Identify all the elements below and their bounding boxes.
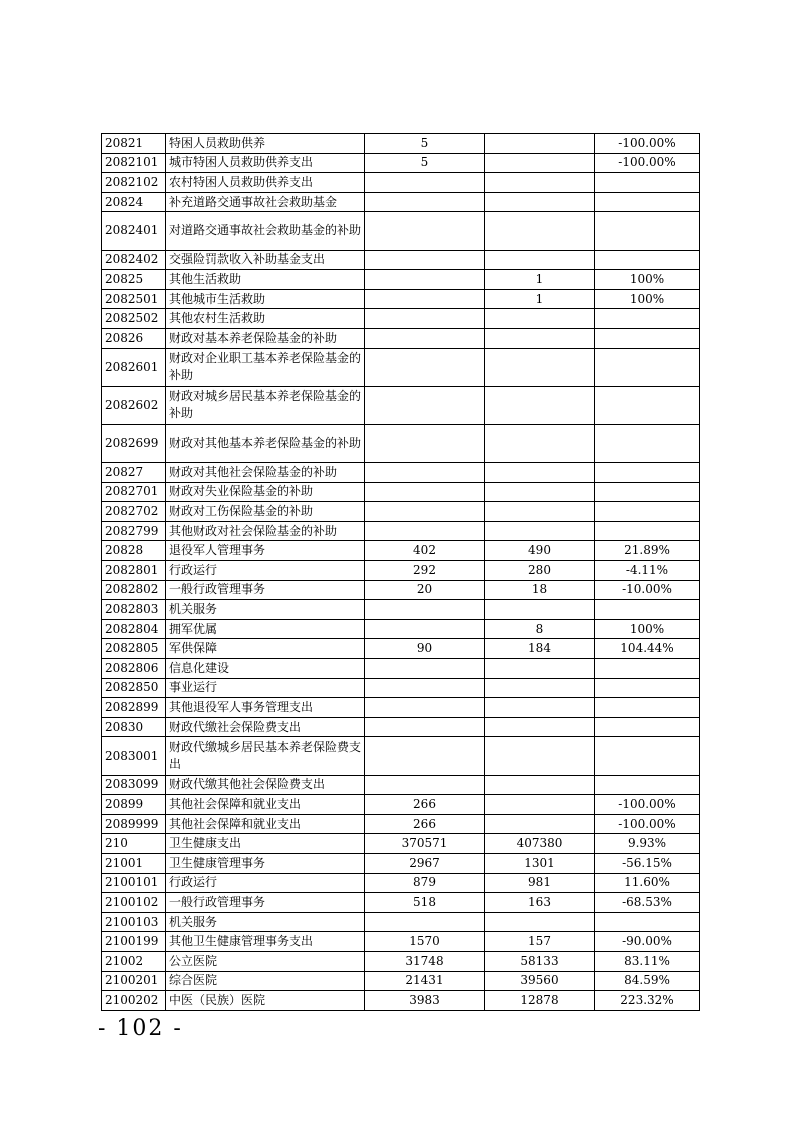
cell-value-1 (365, 192, 485, 212)
cell-name: 其他财政对社会保险基金的补助 (166, 521, 365, 541)
table-row (102, 521, 700, 541)
cell-value-2 (485, 250, 595, 270)
cell-name: 财政对城乡居民基本养老保险基金的补助 (166, 386, 365, 424)
cell-value-1: 5 (365, 134, 485, 154)
cell-change-rate (595, 348, 700, 386)
cell-change-rate (595, 309, 700, 329)
cell-value-2 (485, 521, 595, 541)
cell-name: 财政代缴城乡居民基本养老保险费支出 (166, 737, 365, 775)
cell-name: 财政对失业保险基金的补助 (166, 482, 365, 502)
cell-name: 卫生健康管理事务 (166, 853, 365, 873)
table-row (102, 482, 700, 502)
cell-change-rate (595, 250, 700, 270)
cell-code: 2082850 (102, 678, 166, 698)
cell-value-2: 163 (485, 893, 595, 913)
cell-name: 财政对其他社会保险基金的补助 (166, 463, 365, 483)
cell-code: 2082803 (102, 600, 166, 620)
cell-value-1: 1570 (365, 932, 485, 952)
cell-change-rate: 83.11% (595, 951, 700, 971)
cell-value-1: 292 (365, 561, 485, 581)
cell-change-rate (595, 600, 700, 620)
cell-code: 2100202 (102, 991, 166, 1011)
cell-name: 财政代缴社会保险费支出 (166, 717, 365, 737)
cell-value-1: 518 (365, 893, 485, 913)
cell-value-2 (485, 212, 595, 250)
cell-code: 2082501 (102, 289, 166, 309)
cell-value-2 (485, 795, 595, 815)
table-row (102, 212, 700, 250)
table-row (102, 173, 700, 193)
cell-name: 对道路交通事故社会救助基金的补助 (166, 212, 365, 250)
cell-value-1: 266 (365, 814, 485, 834)
table-row (102, 775, 700, 795)
cell-change-rate (595, 502, 700, 522)
cell-code: 2082804 (102, 619, 166, 639)
table-row (102, 639, 700, 659)
table-row (102, 814, 700, 834)
cell-value-1 (365, 250, 485, 270)
table-row (102, 270, 700, 290)
cell-change-rate (595, 386, 700, 424)
cell-change-rate (595, 424, 700, 462)
cell-code: 2082602 (102, 386, 166, 424)
cell-code: 21002 (102, 951, 166, 971)
cell-change-rate: -4.11% (595, 561, 700, 581)
cell-value-2: 184 (485, 639, 595, 659)
cell-name: 其他社会保障和就业支出 (166, 795, 365, 815)
cell-value-2 (485, 309, 595, 329)
cell-value-2: 1 (485, 289, 595, 309)
cell-value-2: 1 (485, 270, 595, 290)
cell-code: 20824 (102, 192, 166, 212)
cell-change-rate: 84.59% (595, 971, 700, 991)
cell-code: 2082402 (102, 250, 166, 270)
cell-name: 其他城市生活救助 (166, 289, 365, 309)
table-row (102, 134, 700, 154)
cell-value-1: 2967 (365, 853, 485, 873)
cell-name: 财政对其他基本养老保险基金的补助 (166, 424, 365, 462)
cell-value-2: 8 (485, 619, 595, 639)
cell-change-rate (595, 212, 700, 250)
cell-name: 其他卫生健康管理事务支出 (166, 932, 365, 952)
table-row (102, 932, 700, 952)
cell-value-1: 3983 (365, 991, 485, 1011)
table-row (102, 717, 700, 737)
cell-value-1 (365, 212, 485, 250)
table-body (102, 134, 700, 1011)
cell-code: 2082806 (102, 659, 166, 679)
cell-change-rate (595, 717, 700, 737)
cell-code: 2083099 (102, 775, 166, 795)
cell-code: 2082699 (102, 424, 166, 462)
table-row (102, 386, 700, 424)
table-row (102, 561, 700, 581)
cell-value-1 (365, 502, 485, 522)
cell-value-2: 1301 (485, 853, 595, 873)
page-number: - 102 - (98, 1016, 183, 1041)
cell-value-1 (365, 678, 485, 698)
cell-value-2 (485, 698, 595, 718)
cell-value-2: 58133 (485, 951, 595, 971)
cell-value-2 (485, 814, 595, 834)
table-row (102, 250, 700, 270)
cell-name: 公立医院 (166, 951, 365, 971)
cell-code: 2082701 (102, 482, 166, 502)
cell-change-rate: -100.00% (595, 795, 700, 815)
table-row (102, 853, 700, 873)
cell-value-2 (485, 386, 595, 424)
cell-name: 中医（民族）医院 (166, 991, 365, 1011)
cell-value-1: 5 (365, 153, 485, 173)
cell-code: 2082401 (102, 212, 166, 250)
cell-change-rate: 104.44% (595, 639, 700, 659)
cell-name: 信息化建设 (166, 659, 365, 679)
cell-code: 20827 (102, 463, 166, 483)
cell-code: 2100199 (102, 932, 166, 952)
cell-value-2: 490 (485, 541, 595, 561)
cell-change-rate: 9.93% (595, 834, 700, 854)
table-row (102, 971, 700, 991)
cell-code: 2082805 (102, 639, 166, 659)
cell-value-2 (485, 328, 595, 348)
table-row (102, 698, 700, 718)
table-row (102, 192, 700, 212)
cell-name: 行政运行 (166, 561, 365, 581)
cell-code: 20821 (102, 134, 166, 154)
cell-code: 21001 (102, 853, 166, 873)
cell-value-1 (365, 659, 485, 679)
cell-name: 农村特困人员救助供养支出 (166, 173, 365, 193)
cell-value-2 (485, 659, 595, 679)
cell-code: 2082802 (102, 580, 166, 600)
cell-change-rate (595, 521, 700, 541)
cell-name: 财政对基本养老保险基金的补助 (166, 328, 365, 348)
cell-name: 其他社会保障和就业支出 (166, 814, 365, 834)
cell-change-rate: -90.00% (595, 932, 700, 952)
cell-name: 机关服务 (166, 912, 365, 932)
cell-name: 其他退役军人事务管理支出 (166, 698, 365, 718)
cell-value-1: 266 (365, 795, 485, 815)
table-row (102, 541, 700, 561)
cell-value-2: 12878 (485, 991, 595, 1011)
cell-value-1 (365, 328, 485, 348)
cell-code: 2082502 (102, 309, 166, 329)
cell-value-1 (365, 289, 485, 309)
cell-value-2 (485, 912, 595, 932)
cell-change-rate (595, 463, 700, 483)
cell-code: 20826 (102, 328, 166, 348)
cell-value-1 (365, 424, 485, 462)
cell-change-rate (595, 659, 700, 679)
cell-name: 一般行政管理事务 (166, 893, 365, 913)
cell-code: 2082801 (102, 561, 166, 581)
cell-change-rate: 21.89% (595, 541, 700, 561)
cell-code: 2082702 (102, 502, 166, 522)
cell-code: 20899 (102, 795, 166, 815)
cell-value-1: 370571 (365, 834, 485, 854)
cell-change-rate (595, 328, 700, 348)
cell-code: 2082101 (102, 153, 166, 173)
table-row (102, 309, 700, 329)
cell-value-2 (485, 192, 595, 212)
cell-change-rate: -100.00% (595, 134, 700, 154)
cell-value-1 (365, 348, 485, 386)
cell-name: 财政代缴其他社会保险费支出 (166, 775, 365, 795)
table-row (102, 328, 700, 348)
cell-value-1: 20 (365, 580, 485, 600)
cell-name: 城市特困人员救助供养支出 (166, 153, 365, 173)
table-row (102, 463, 700, 483)
cell-value-2: 280 (485, 561, 595, 581)
cell-value-1 (365, 775, 485, 795)
cell-value-2 (485, 173, 595, 193)
cell-value-2 (485, 775, 595, 795)
cell-value-1 (365, 463, 485, 483)
cell-change-rate: -100.00% (595, 153, 700, 173)
budget-table (101, 133, 700, 1011)
cell-value-1 (365, 173, 485, 193)
table-row (102, 348, 700, 386)
cell-name: 其他生活救助 (166, 270, 365, 290)
cell-value-1 (365, 270, 485, 290)
table-row (102, 580, 700, 600)
cell-value-2 (485, 463, 595, 483)
cell-value-1: 90 (365, 639, 485, 659)
cell-name: 综合医院 (166, 971, 365, 991)
cell-change-rate: 100% (595, 270, 700, 290)
cell-code: 2100103 (102, 912, 166, 932)
table-row (102, 951, 700, 971)
cell-value-1 (365, 521, 485, 541)
cell-code: 2083001 (102, 737, 166, 775)
cell-code: 20828 (102, 541, 166, 561)
cell-value-1 (365, 717, 485, 737)
cell-change-rate (595, 737, 700, 775)
cell-name: 财政对工伤保险基金的补助 (166, 502, 365, 522)
cell-change-rate (595, 775, 700, 795)
cell-value-2 (485, 482, 595, 502)
table-row (102, 873, 700, 893)
cell-value-1 (365, 309, 485, 329)
cell-change-rate (595, 698, 700, 718)
cell-name: 交强险罚款收入补助基金支出 (166, 250, 365, 270)
cell-name: 一般行政管理事务 (166, 580, 365, 600)
cell-code: 2089999 (102, 814, 166, 834)
cell-value-2: 981 (485, 873, 595, 893)
cell-change-rate (595, 678, 700, 698)
table-row (102, 737, 700, 775)
cell-change-rate: -68.53% (595, 893, 700, 913)
cell-value-2 (485, 737, 595, 775)
cell-change-rate: -10.00% (595, 580, 700, 600)
cell-name: 军供保障 (166, 639, 365, 659)
cell-value-2 (485, 678, 595, 698)
cell-name: 退役军人管理事务 (166, 541, 365, 561)
cell-code: 2082799 (102, 521, 166, 541)
cell-code: 2082899 (102, 698, 166, 718)
table-row (102, 153, 700, 173)
table-row (102, 289, 700, 309)
cell-value-1 (365, 912, 485, 932)
cell-name: 特困人员救助供养 (166, 134, 365, 154)
cell-name: 其他农村生活救助 (166, 309, 365, 329)
cell-name: 卫生健康支出 (166, 834, 365, 854)
cell-name: 事业运行 (166, 678, 365, 698)
cell-value-1 (365, 698, 485, 718)
table-row (102, 502, 700, 522)
cell-value-1 (365, 619, 485, 639)
cell-value-2 (485, 424, 595, 462)
table-row (102, 619, 700, 639)
cell-value-1: 31748 (365, 951, 485, 971)
cell-value-1 (365, 386, 485, 424)
cell-value-2 (485, 348, 595, 386)
cell-change-rate: -100.00% (595, 814, 700, 834)
cell-change-rate (595, 482, 700, 502)
cell-change-rate: 100% (595, 619, 700, 639)
table-row (102, 659, 700, 679)
cell-name: 行政运行 (166, 873, 365, 893)
cell-value-2 (485, 600, 595, 620)
cell-value-2: 18 (485, 580, 595, 600)
cell-value-2: 407380 (485, 834, 595, 854)
cell-code: 2100102 (102, 893, 166, 913)
cell-change-rate: 223.32% (595, 991, 700, 1011)
cell-value-1 (365, 600, 485, 620)
cell-change-rate (595, 173, 700, 193)
cell-value-2 (485, 134, 595, 154)
cell-value-1: 879 (365, 873, 485, 893)
cell-value-2: 157 (485, 932, 595, 952)
table-row (102, 600, 700, 620)
table-row (102, 834, 700, 854)
table-row (102, 678, 700, 698)
cell-name: 财政对企业职工基本养老保险基金的补助 (166, 348, 365, 386)
cell-value-1 (365, 737, 485, 775)
cell-name: 拥军优属 (166, 619, 365, 639)
cell-code: 20830 (102, 717, 166, 737)
cell-code: 20825 (102, 270, 166, 290)
cell-value-1: 21431 (365, 971, 485, 991)
cell-name: 补充道路交通事故社会救助基金 (166, 192, 365, 212)
table-row (102, 795, 700, 815)
cell-code: 2082102 (102, 173, 166, 193)
cell-value-2 (485, 153, 595, 173)
cell-value-2 (485, 717, 595, 737)
cell-value-1: 402 (365, 541, 485, 561)
table-row (102, 991, 700, 1011)
table-row (102, 912, 700, 932)
cell-change-rate: 11.60% (595, 873, 700, 893)
cell-change-rate: 100% (595, 289, 700, 309)
cell-code: 2100101 (102, 873, 166, 893)
cell-name: 机关服务 (166, 600, 365, 620)
cell-code: 2082601 (102, 348, 166, 386)
table-row (102, 424, 700, 462)
cell-code: 2100201 (102, 971, 166, 991)
cell-change-rate (595, 192, 700, 212)
cell-value-1 (365, 482, 485, 502)
cell-value-2 (485, 502, 595, 522)
cell-change-rate: -56.15% (595, 853, 700, 873)
table-row (102, 893, 700, 913)
cell-value-2: 39560 (485, 971, 595, 991)
cell-change-rate (595, 912, 700, 932)
cell-code: 210 (102, 834, 166, 854)
